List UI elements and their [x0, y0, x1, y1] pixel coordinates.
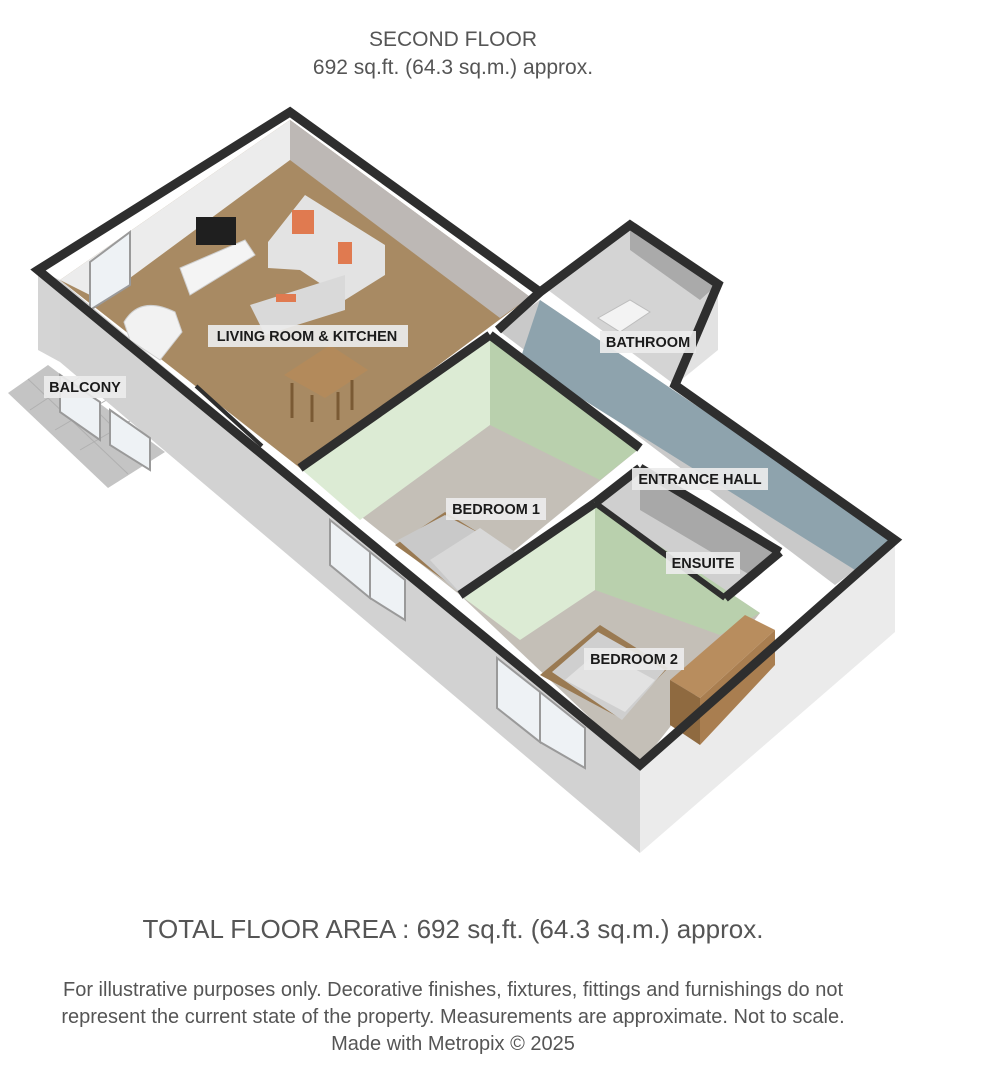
room-label-bathroom: [600, 331, 696, 353]
total-floor-area: TOTAL FLOOR AREA : 692 sq.ft. (64.3 sq.m.) approx.: [142, 914, 764, 944]
room-label-living: [208, 325, 408, 347]
svg-text:LIVING ROOM & KITCHEN: LIVING ROOM & KITCHEN: [216, 329, 398, 345]
disclaimer-line-1: For illustrative purposes only. Decorative finishes, fixtures, fittings and furnishings do not: [63, 979, 843, 1001]
svg-text:BEDROOM 1: BEDROOM 1: [452, 502, 540, 518]
room-label-bedroom1: [446, 498, 546, 520]
floor-plan-diagram: [0, 95, 984, 885]
svg-text:ENSUITE: ENSUITE: [671, 556, 735, 572]
disclaimer-line-2: represent the current state of the property. Measurements are approximate. Not to scale.: [61, 1006, 845, 1028]
room-label-balcony: [44, 376, 126, 398]
svg-text:BEDROOM 2: BEDROOM 2: [590, 652, 678, 668]
floor-title: SECOND FLOOR: [368, 28, 538, 51]
room-label-bedroom2: [584, 648, 684, 670]
room-label-entrance-hall: [632, 468, 768, 490]
svg-text:BALCONY: BALCONY: [49, 380, 121, 396]
svg-text:BATHROOM: BATHROOM: [605, 335, 691, 351]
svg-text:ENTRANCE HALL: ENTRANCE HALL: [638, 472, 762, 488]
credit-line: Made with Metropix © 2025: [331, 1033, 575, 1055]
floor-area-subtitle: 692 sq.ft. (64.3 sq.m.) approx.: [312, 56, 594, 79]
room-label-ensuite: [666, 552, 740, 574]
